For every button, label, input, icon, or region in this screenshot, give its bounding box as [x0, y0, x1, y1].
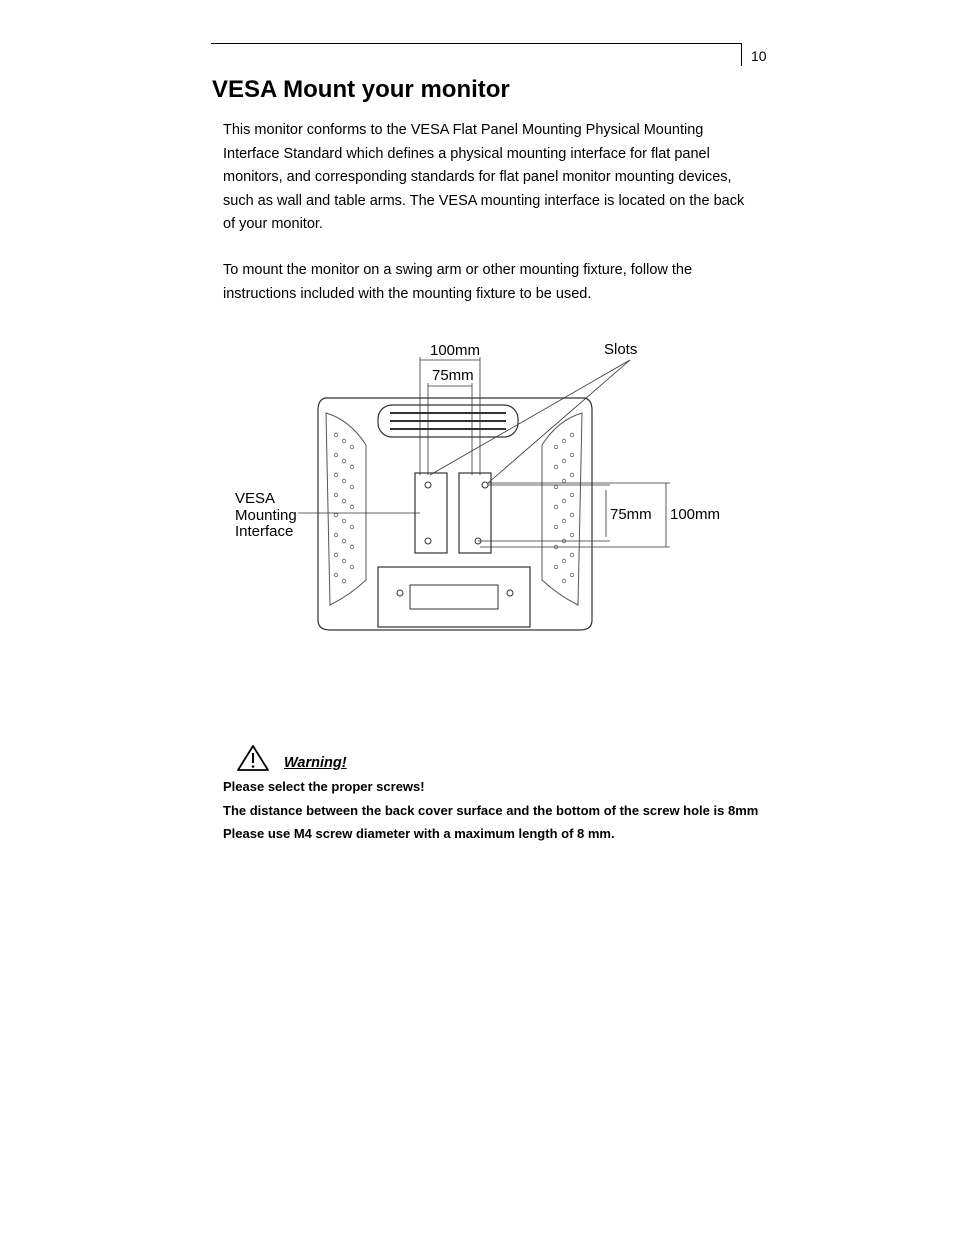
dim-100mm-top: 100mm	[430, 342, 481, 359]
header-divider	[741, 43, 742, 66]
header-rule	[211, 43, 741, 44]
dim-100mm-side: 100mm	[670, 506, 721, 523]
vesa-label-1: VESA	[235, 490, 276, 507]
vesa-label-3: Interface	[235, 523, 294, 540]
warning-line-1: Please select the proper screws!	[223, 779, 425, 794]
vesa-label-2: Mounting	[235, 507, 297, 524]
warning-icon	[236, 744, 270, 772]
warning-label: Warning!	[284, 755, 347, 771]
page-title: VESA Mount your monitor	[212, 76, 510, 103]
page-number: 10	[751, 48, 767, 64]
slots-label: Slots	[604, 341, 638, 358]
warning-line-2: The distance between the back cover surface and the bottom of the screw hole is 8mm Please use M4 screw diameter with a maximum length of 8 mm.	[223, 803, 759, 841]
intro-paragraph: This monitor conforms to the VESA Flat Panel Mounting Physical Mounting Interface Standard which defines a physical mounting interface for flat panel monitors, and corresponding standards for flat panel monitor mounting devices, such as wall and table arms. The VESA mounting interface is located on the back of your monitor.	[223, 122, 745, 232]
vesa-diagram	[230, 335, 725, 640]
dim-75mm-side: 75mm	[610, 506, 652, 523]
instructions-paragraph: To mount the monitor on a swing arm or other mounting fixture, follow the instructions included with the mounting fixture to be used.	[223, 262, 693, 302]
dim-75mm-top: 75mm	[432, 367, 474, 384]
